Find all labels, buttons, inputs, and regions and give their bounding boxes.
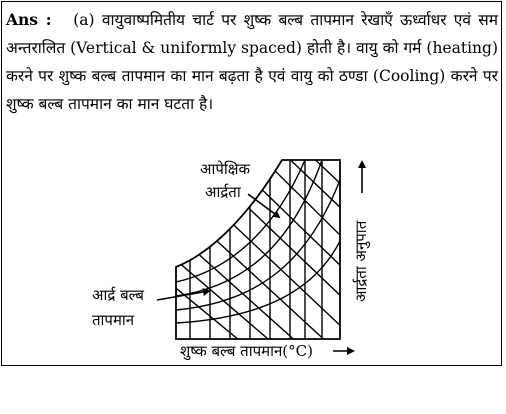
answer-part: (a) bbox=[73, 11, 95, 29]
answer-body: वायुवाष्पमितीय चार्ट पर शुष्क बल्ब तापमान रेखाएँ ऊर्ध्वाधर एवं सम अन्तरालित (Vertical & uniformly spaced) होती है। वायु को गर्म (heating) करने पर शुष्क बल्ब तापमान का मान बढ़ता है एवं वायु को ठण्डा (Cooling) करने पर शुष्क बल्ब तापमान का मान घटता है। bbox=[6, 11, 498, 113]
label-wet-bulb-line1: आर्द्र बल्ब bbox=[92, 286, 144, 304]
relative-humidity-curves bbox=[176, 160, 345, 323]
answer-prefix: Ans : bbox=[6, 10, 52, 29]
label-relative-humidity-line2: आर्द्रता bbox=[205, 183, 241, 201]
label-humidity-ratio: आर्द्रता अनुपात bbox=[352, 220, 370, 302]
label-wet-bulb-line2: तापमान bbox=[92, 311, 135, 329]
wet-bulb-pointer bbox=[157, 291, 209, 300]
relative-humidity-pointer bbox=[248, 194, 279, 217]
label-relative-humidity-line1: आपेक्षिक bbox=[200, 160, 251, 178]
chart-outline bbox=[176, 160, 340, 339]
label-dry-bulb: शुष्क बल्ब तापमान(°C) bbox=[180, 342, 313, 360]
wet-bulb-lines bbox=[160, 150, 345, 345]
